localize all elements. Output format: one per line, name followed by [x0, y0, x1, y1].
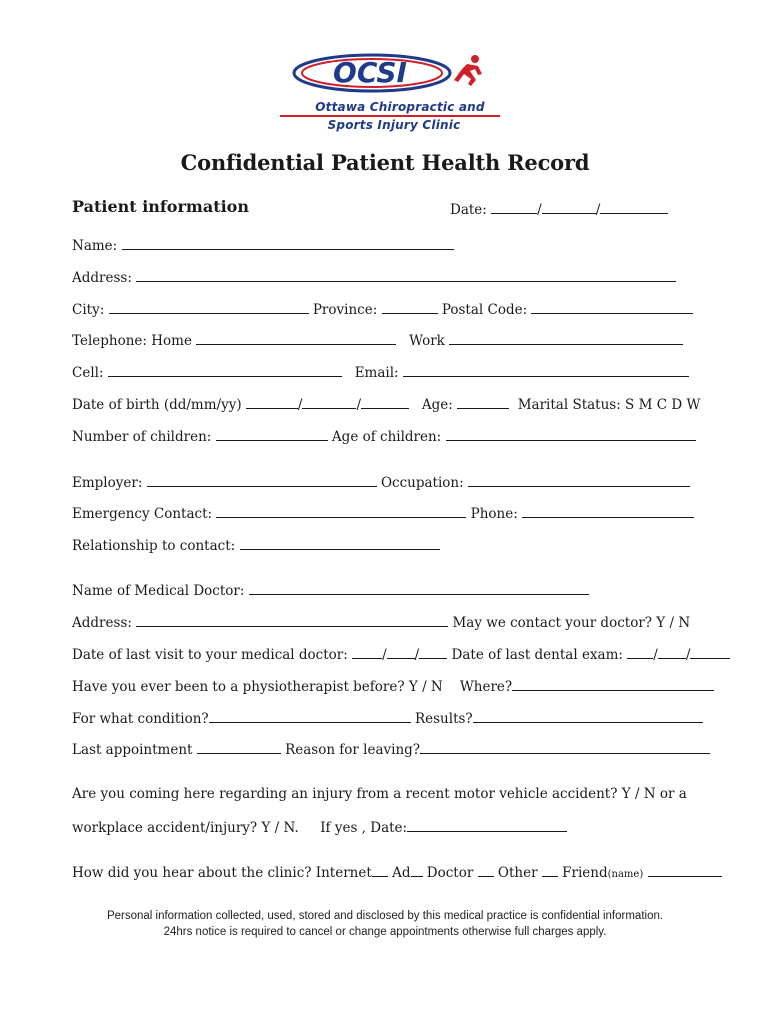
- last-dental-day-field[interactable]: [627, 645, 653, 659]
- phone-label: Phone:: [470, 506, 518, 522]
- age-children-label: Age of children:: [331, 429, 442, 445]
- children-row: [72, 427, 696, 445]
- emergency-contact-label: Emergency Contact:: [72, 506, 213, 522]
- workplace-question[interactable]: workplace accident/injury? Y / N.: [72, 820, 299, 836]
- email-label: Email:: [354, 365, 399, 381]
- page-title: Confidential Patient Health Record: [180, 150, 590, 175]
- age-label: Age:: [421, 397, 453, 413]
- dob-month-field[interactable]: [302, 395, 356, 409]
- last-dental-month-field[interactable]: [658, 645, 686, 659]
- internet-field[interactable]: [372, 863, 388, 877]
- ocsi-logo-icon: [292, 52, 492, 94]
- marital-status[interactable]: Marital Status: S M C D W: [517, 397, 701, 413]
- condition-row: [72, 709, 703, 727]
- date-row: Date: / /: [450, 200, 668, 218]
- friend-name-field[interactable]: [648, 863, 722, 877]
- cell-field[interactable]: [108, 363, 342, 377]
- emergency-row: [72, 504, 694, 522]
- occupation-field[interactable]: [468, 473, 690, 487]
- last-dental-year-field[interactable]: [690, 645, 730, 659]
- other-field[interactable]: [542, 863, 558, 877]
- friend-label: Friend: [562, 865, 608, 881]
- last-visit-row: Date of last visit to your medical doctor: / / Date of last dental exam: / /: [72, 645, 730, 663]
- name-field[interactable]: [122, 236, 454, 250]
- last-visit-month-field[interactable]: [387, 645, 415, 659]
- province-label: Province:: [312, 302, 378, 318]
- medical-doctor-field[interactable]: [249, 581, 589, 595]
- city-field[interactable]: [109, 300, 309, 314]
- mva-row-2: [72, 818, 567, 836]
- telephone-home-label: Telephone: Home: [72, 333, 192, 349]
- date-month-field[interactable]: [542, 200, 596, 214]
- footer-notice: [0, 908, 770, 940]
- doctor-address-field[interactable]: [136, 613, 448, 627]
- date-year-field[interactable]: [600, 200, 668, 214]
- condition-label: For what condition?: [72, 711, 209, 727]
- results-field[interactable]: [473, 709, 703, 723]
- last-visit-day-field[interactable]: [352, 645, 382, 659]
- reason-leaving-label: Reason for leaving?: [285, 742, 421, 758]
- if-yes-date-label: If yes , Date:: [320, 820, 408, 836]
- dob-year-field[interactable]: [361, 395, 409, 409]
- city-row: [72, 300, 693, 318]
- province-field[interactable]: [382, 300, 438, 314]
- employer-label: Employer:: [72, 475, 143, 491]
- hear-label: How did you hear about the clinic? Internet: [72, 865, 372, 881]
- name-hint: (name): [607, 869, 644, 880]
- contact-doctor-question[interactable]: May we contact your doctor? Y / N: [452, 615, 691, 631]
- dob-label: Date of birth (dd/mm/yy): [72, 397, 242, 413]
- cell-row: [72, 363, 689, 381]
- ad-field[interactable]: [411, 863, 423, 877]
- relationship-field[interactable]: [240, 536, 440, 550]
- employer-row: [72, 473, 690, 491]
- num-children-label: Number of children:: [72, 429, 212, 445]
- occupation-label: Occupation:: [380, 475, 464, 491]
- employer-field[interactable]: [147, 473, 377, 487]
- medical-doctor-label: Name of Medical Doctor:: [72, 583, 245, 599]
- injury-date-field[interactable]: [407, 818, 567, 832]
- address-label: Address:: [72, 270, 132, 286]
- logo-tagline-2: Sports Injury Clinic: [327, 118, 461, 132]
- email-field[interactable]: [403, 363, 689, 377]
- doctor-address-row: [72, 613, 690, 631]
- name-row: [72, 236, 454, 254]
- where-field[interactable]: [512, 677, 714, 691]
- doctor-label: Doctor: [426, 865, 474, 881]
- work-phone-field[interactable]: [449, 331, 683, 345]
- address-row: [72, 268, 676, 286]
- date-day-field[interactable]: [491, 200, 537, 214]
- where-label: Where?: [459, 679, 513, 695]
- cancellation-notice: 24hrs notice is required to cancel or change appointments otherwise full charges apply.: [163, 926, 607, 938]
- logo-divider: [280, 115, 500, 117]
- city-label: City:: [72, 302, 105, 318]
- postal-code-field[interactable]: [531, 300, 693, 314]
- privacy-notice: Personal information collected, used, stored and disclosed by this medical practice is confidential information.: [106, 910, 664, 922]
- last-visit-label: Date of last visit to your medical doctor:: [72, 647, 348, 663]
- postal-code-label: Postal Code:: [441, 302, 528, 318]
- dob-row: Date of birth (dd/mm/yy) / / Age: Marital Status: S M C D W: [72, 397, 701, 413]
- referral-row: [72, 863, 722, 881]
- last-appointment-row: [72, 740, 710, 758]
- physio-question[interactable]: Have you ever been to a physiotherapist before? Y / N: [72, 679, 443, 695]
- condition-field[interactable]: [209, 709, 411, 723]
- relationship-label: Relationship to contact:: [72, 538, 236, 554]
- emergency-phone-field[interactable]: [522, 504, 694, 518]
- ad-label: Ad: [392, 865, 411, 881]
- mva-question[interactable]: Are you coming here regarding an injury from a recent motor vehicle accident? Y / N or a: [72, 786, 687, 802]
- name-label: Name:: [72, 238, 118, 254]
- results-label: Results?: [414, 711, 473, 727]
- last-dental-label: Date of last dental exam:: [451, 647, 623, 663]
- reason-leaving-field[interactable]: [420, 740, 710, 754]
- telephone-row: [72, 331, 683, 349]
- work-label: Work: [409, 333, 445, 349]
- doctor-address-label: Address:: [72, 615, 132, 631]
- physio-row: [72, 677, 714, 695]
- logo-mark-text: OCSI: [333, 56, 407, 89]
- logo-tagline-1: Ottawa Chiropractic and: [315, 100, 485, 114]
- date-label: Date:: [450, 202, 487, 218]
- section-heading: Patient information: [72, 197, 249, 216]
- clinic-logo: [270, 52, 510, 138]
- doctor-field[interactable]: [478, 863, 494, 877]
- cell-label: Cell:: [72, 365, 104, 381]
- age-children-field[interactable]: [446, 427, 696, 441]
- last-appointment-field[interactable]: [197, 740, 281, 754]
- age-field[interactable]: [457, 395, 509, 409]
- last-appointment-label: Last appointment: [72, 742, 193, 758]
- medical-doctor-row: [72, 581, 589, 599]
- telephone-home-field[interactable]: [196, 331, 396, 345]
- emergency-contact-field[interactable]: [216, 504, 466, 518]
- num-children-field[interactable]: [216, 427, 328, 441]
- mva-row-1: [72, 786, 687, 802]
- relationship-row: [72, 536, 440, 554]
- other-label: Other: [497, 865, 538, 881]
- last-visit-year-field[interactable]: [419, 645, 447, 659]
- address-field[interactable]: [136, 268, 676, 282]
- dob-day-field[interactable]: [246, 395, 298, 409]
